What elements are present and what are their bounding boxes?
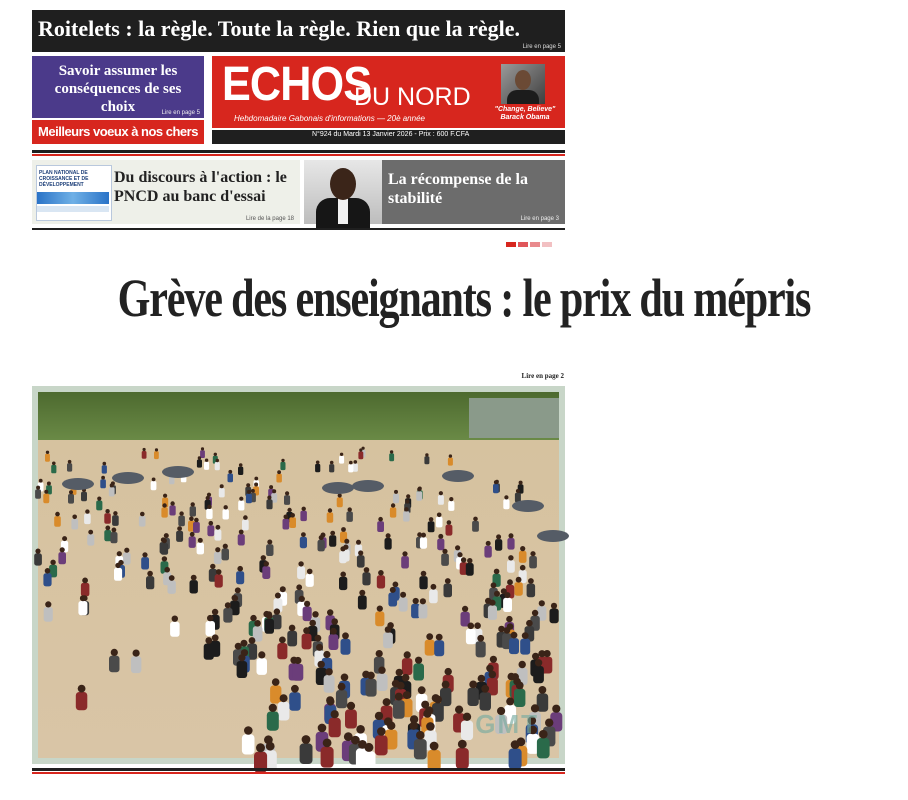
main-headline-text: Grève des enseignants : le prix du mépris bbox=[117, 268, 811, 328]
divider bbox=[32, 768, 565, 771]
wishes-banner bbox=[32, 120, 204, 144]
promo-article-page-ref: Lire en page 5 bbox=[161, 110, 200, 116]
teaser-article-stability[interactable] bbox=[304, 160, 565, 224]
promo-article[interactable] bbox=[32, 56, 204, 118]
photo-watermark: GMT bbox=[475, 709, 539, 739]
teaser-page-ref: Lire de la page 18 bbox=[245, 216, 294, 222]
slide-dots-icon bbox=[506, 234, 566, 240]
teaser-page-ref: Lire en page 3 bbox=[520, 216, 559, 222]
masthead-quote-author: Barack Obama bbox=[500, 114, 550, 121]
wishes-banner-text: Meilleurs voeux à nos chers bbox=[38, 124, 198, 139]
promo-article-title: Savoir assumer les conséquences de ses choix bbox=[54, 63, 182, 115]
main-photo bbox=[32, 386, 565, 764]
masthead bbox=[212, 56, 565, 128]
teaser-title: Du discours à l'action : le PNCD au banc d'essai bbox=[114, 169, 287, 205]
divider bbox=[32, 228, 565, 230]
teaser-thumbnail bbox=[36, 165, 112, 221]
teaser-portrait bbox=[304, 160, 382, 224]
masthead-quote bbox=[490, 106, 560, 122]
teaser-thumbnail-text: PLAN NATIONAL DE CROISSANCE ET DE DÉVELOPPEMENT bbox=[39, 170, 89, 188]
divider bbox=[32, 154, 565, 156]
teaser-title: La récompense de la stabilité bbox=[388, 171, 528, 207]
divider bbox=[32, 772, 565, 774]
masthead-logo: ECHOS bbox=[222, 58, 372, 111]
masthead-logo-sub: DU NORD bbox=[354, 83, 471, 111]
masthead-tagline: Hebdomadaire Gabonais d'informations — 20è année bbox=[234, 114, 425, 123]
masthead-quote-text: "Change, Believe" bbox=[494, 106, 556, 113]
teaser-article-pncd[interactable] bbox=[32, 160, 300, 224]
main-headline[interactable] bbox=[20, 258, 811, 338]
main-headline-page-ref: Lire en page 2 bbox=[521, 372, 564, 380]
masthead-portrait bbox=[501, 64, 545, 104]
top-banner-title: Roitelets : la règle. Toute la règle. Rien que la règle. bbox=[38, 16, 521, 41]
top-banner[interactable] bbox=[32, 10, 565, 52]
issue-bar bbox=[212, 130, 565, 144]
top-banner-page-ref: Lire en page 5 bbox=[522, 44, 561, 50]
issue-info: N°924 du Mardi 13 Janvier 2026 - Prix : 600 F.CFA bbox=[312, 131, 470, 138]
divider bbox=[32, 150, 565, 153]
